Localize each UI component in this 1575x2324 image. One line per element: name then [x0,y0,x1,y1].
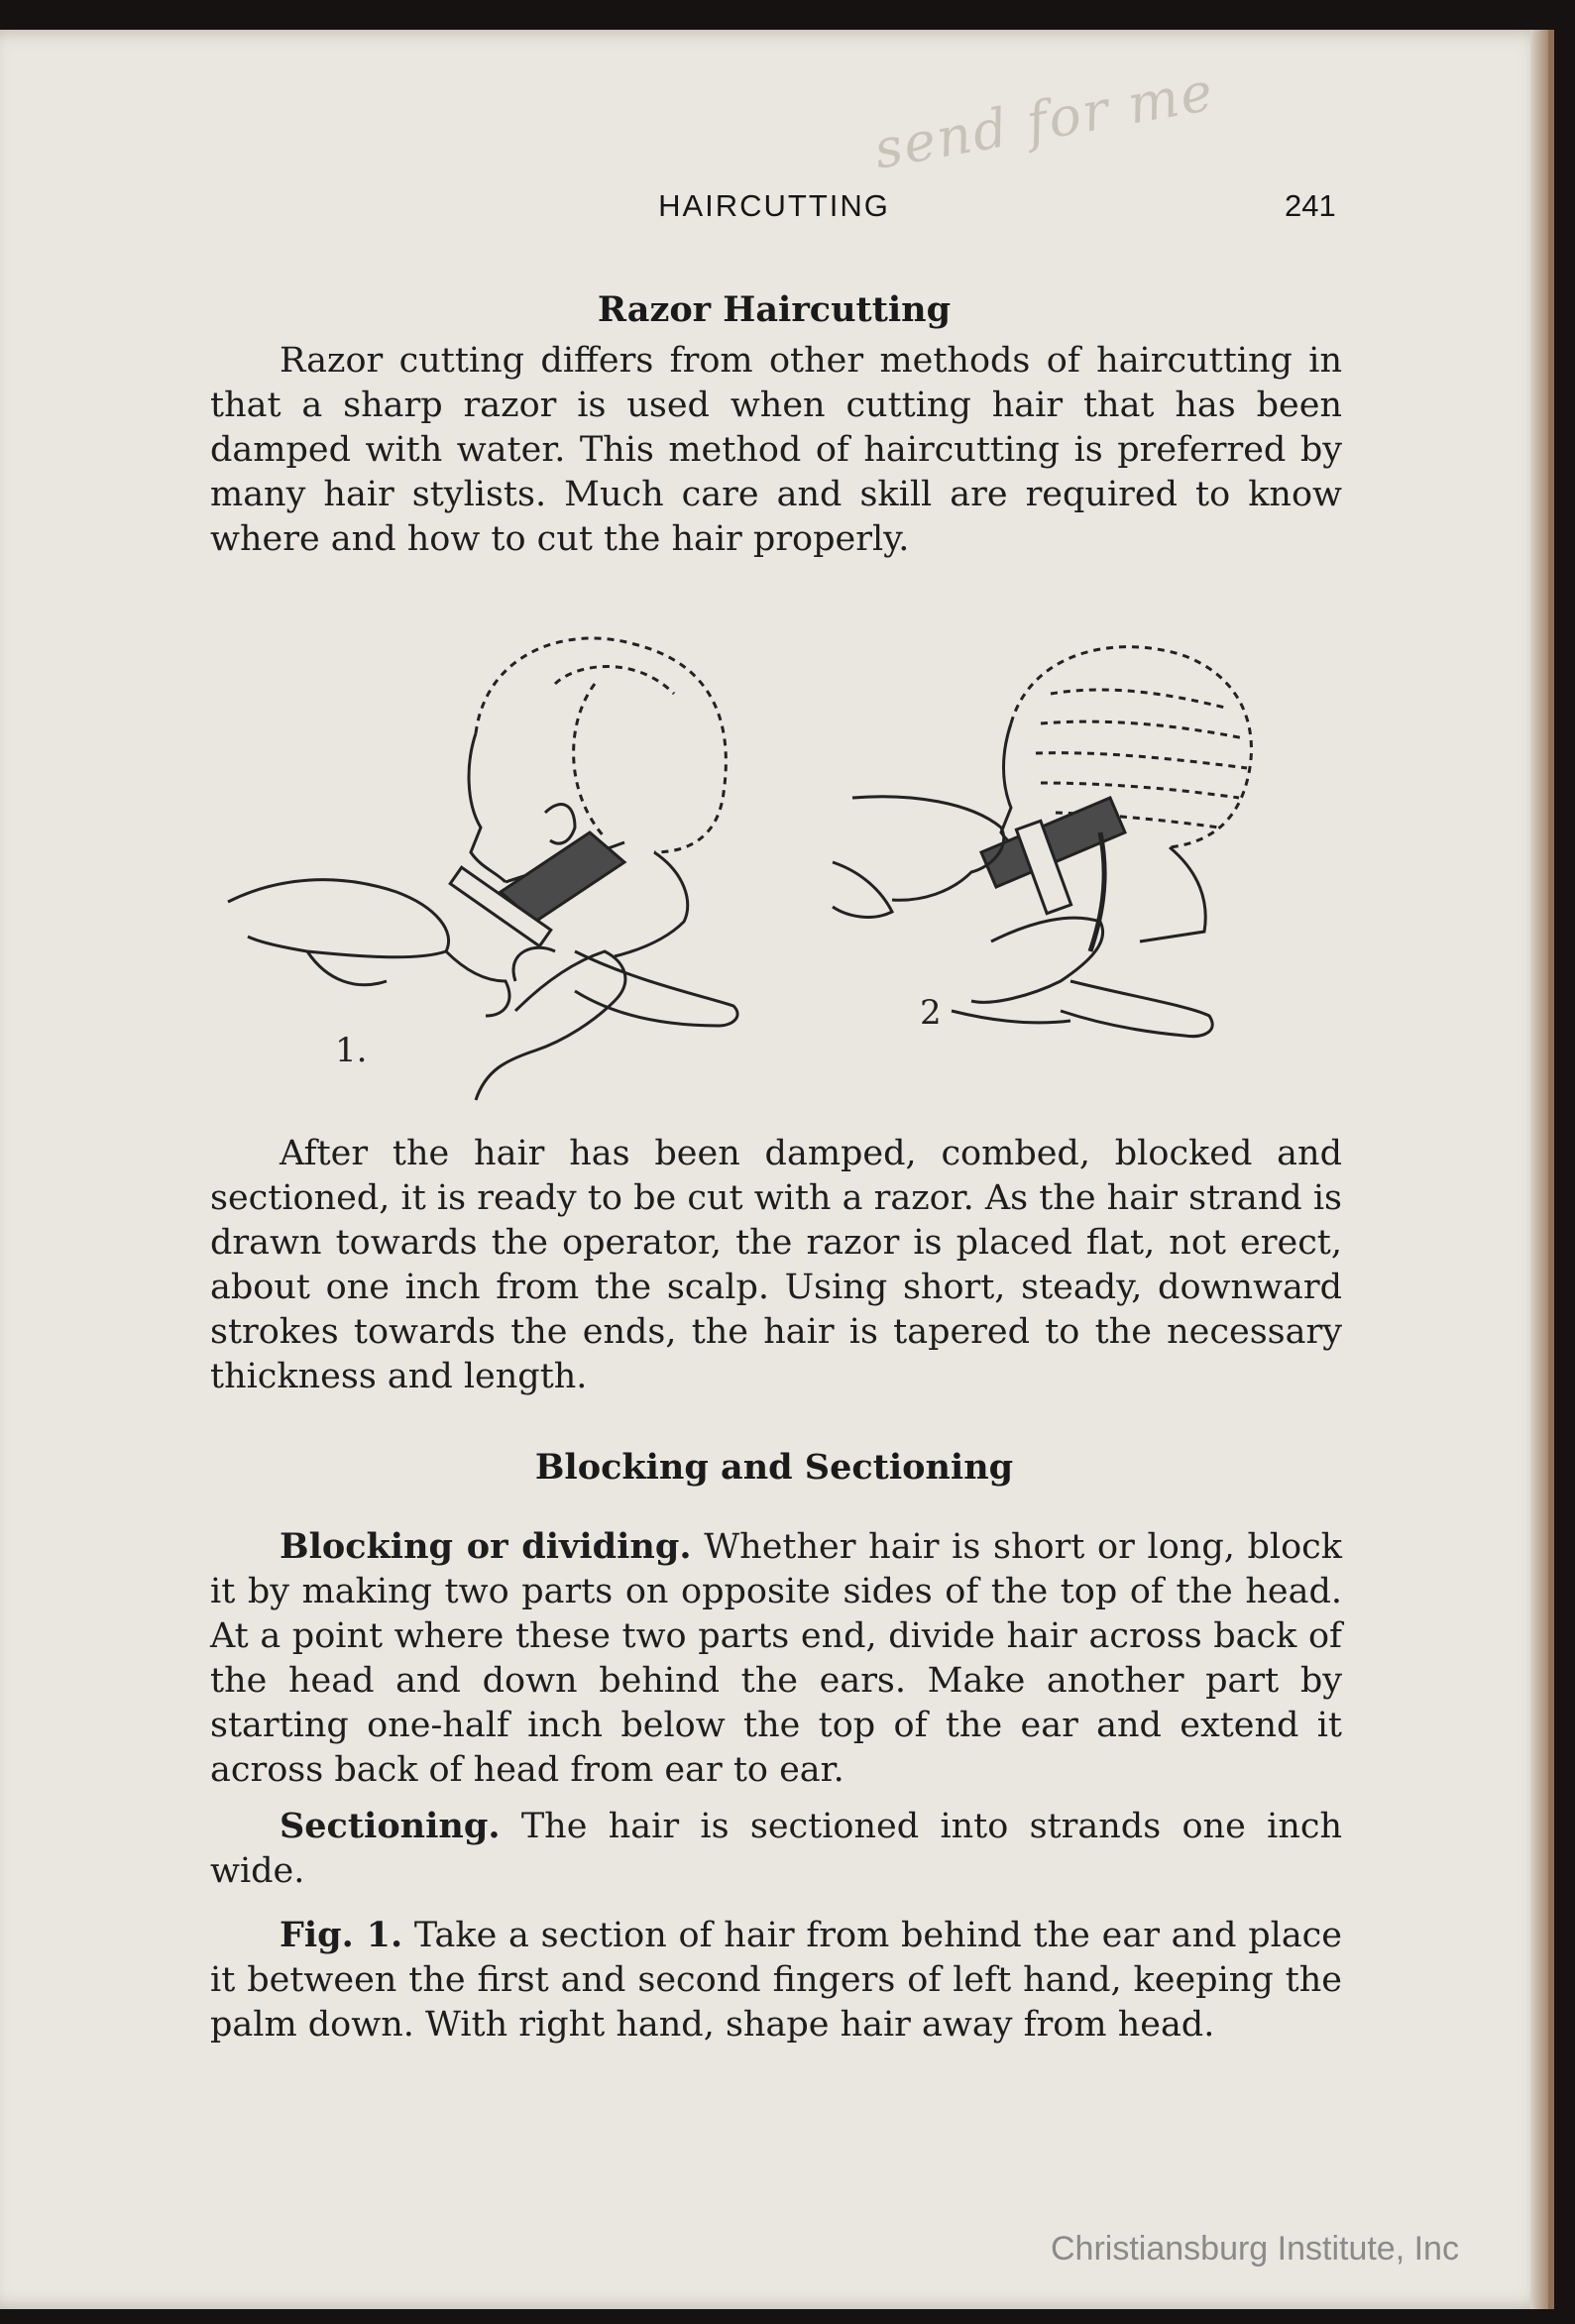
page-number: 241 [1285,188,1336,223]
figure-label-1: 1. [335,1031,368,1070]
figure-label-2: 2 [920,993,942,1033]
paragraph-sectioning [210,1804,1342,1894]
section-heading-blocking: Blocking and Sectioning [534,1447,1014,1488]
sectioning-lead: Sectioning. [280,1806,501,1846]
illustration-razor-cutting [218,624,1348,1120]
blocking-lead: Blocking or dividing. [280,1526,692,1567]
paragraph-blocking [210,1524,1342,1793]
running-head: HAIRCUTTING [658,188,890,223]
fig1-lead: Fig. 1. [280,1915,403,1955]
page-spine-edge [1530,30,1548,2309]
page-header [0,188,1548,248]
fig1-text: Take a section of hair from behind the ear and place it between the first and second fingers of left hand, keeping the palm down. With right hand, shape hair away from head. [210,1916,1342,2045]
paragraph-razor-technique: After the hair has been damped, combed, blocked and sectioned, it is ready to be cut with a razor. As the hair strand is drawn towards the operator, the razor is placed flat, not erect, about one inch from the scalp. Using short, steady, downward strokes towards the ends, the hair is tapered to the necessary thickness and length. [210,1134,1342,1396]
book-page [0,30,1554,2309]
section-heading-razor: Razor Haircutting [597,289,952,330]
sectioning-text: The hair is sectioned into strands one inch wide. [210,1807,1342,1891]
watermark: Christiansburg Institute, Inc [1051,2230,1459,2268]
paragraph-razor-intro: Razor cutting differs from other methods of haircutting in that a sharp razor is used when cutting hair that has been damped with water. This method of haircutting is preferred by many hair stylists. Much care and skill are required to know where and how to cut the hair properly. [210,341,1342,559]
blocking-text: Whether hair is short or long, block it by making two parts on opposite sides of the top of the head. At a point where these two parts end, divide hair across back of the head and down behind the ears. Make another part by starting one-half inch below the top of the ear and extend it across back of head from ear to ear. [210,1527,1342,1790]
illustration-svg [218,624,1348,1120]
handwritten-note: send for me [869,59,1219,181]
paragraph-fig1 [210,1913,1342,2047]
